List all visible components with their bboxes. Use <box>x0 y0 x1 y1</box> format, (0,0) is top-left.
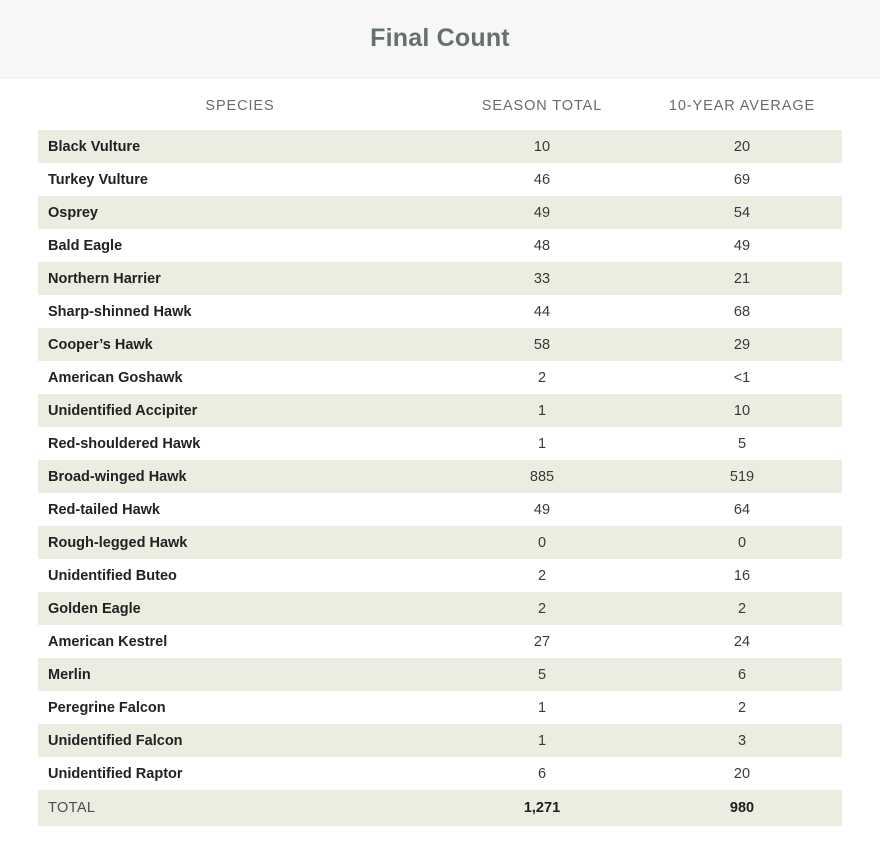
table-row <box>38 163 842 196</box>
cell-ten-year-average: 6 <box>642 658 842 691</box>
cell-season-total: 1 <box>442 724 642 757</box>
cell-season-total: 2 <box>442 559 642 592</box>
cell-ten-year-average: 10 <box>642 394 842 427</box>
final-count-table <box>38 78 842 826</box>
table-row <box>38 691 842 724</box>
cell-total-label: TOTAL <box>38 790 442 826</box>
cell-season-total: 0 <box>442 526 642 559</box>
cell-species: Sharp-shinned Hawk <box>38 295 442 328</box>
cell-ten-year-average: 519 <box>642 460 842 493</box>
table-row <box>38 658 842 691</box>
table-row <box>38 361 842 394</box>
cell-ten-year-average: <1 <box>642 361 842 394</box>
cell-ten-year-average: 24 <box>642 625 842 658</box>
cell-species: Unidentified Accipiter <box>38 394 442 427</box>
cell-species: Osprey <box>38 196 442 229</box>
table-header-row <box>38 78 842 130</box>
cell-season-total: 10 <box>442 130 642 163</box>
table-container <box>0 78 880 826</box>
page-header-band <box>0 0 880 78</box>
cell-ten-year-average: 69 <box>642 163 842 196</box>
cell-species: Broad-winged Hawk <box>38 460 442 493</box>
cell-ten-year-average: 2 <box>642 592 842 625</box>
table-row <box>38 724 842 757</box>
cell-season-total: 48 <box>442 229 642 262</box>
page-title: Final Count <box>370 24 510 52</box>
cell-season-total: 46 <box>442 163 642 196</box>
table-row <box>38 295 842 328</box>
cell-season-total: 6 <box>442 757 642 790</box>
table-body <box>38 130 842 826</box>
cell-ten-year-average: 54 <box>642 196 842 229</box>
table-row <box>38 460 842 493</box>
table-row <box>38 427 842 460</box>
cell-species: Red-shouldered Hawk <box>38 427 442 460</box>
table-total-row <box>38 790 842 826</box>
table-row <box>38 559 842 592</box>
cell-species: Unidentified Raptor <box>38 757 442 790</box>
cell-ten-year-average: 68 <box>642 295 842 328</box>
cell-species: Red-tailed Hawk <box>38 493 442 526</box>
cell-season-total: 885 <box>442 460 642 493</box>
cell-species: Cooper’s Hawk <box>38 328 442 361</box>
cell-season-total: 1 <box>442 691 642 724</box>
cell-species: Turkey Vulture <box>38 163 442 196</box>
cell-ten-year-average: 16 <box>642 559 842 592</box>
cell-species: Rough-legged Hawk <box>38 526 442 559</box>
cell-species: American Kestrel <box>38 625 442 658</box>
table-row <box>38 262 842 295</box>
table-row <box>38 625 842 658</box>
table-row <box>38 592 842 625</box>
cell-species: Peregrine Falcon <box>38 691 442 724</box>
cell-ten-year-average: 64 <box>642 493 842 526</box>
cell-species: Golden Eagle <box>38 592 442 625</box>
cell-species: Bald Eagle <box>38 229 442 262</box>
table-row <box>38 493 842 526</box>
table-row <box>38 394 842 427</box>
cell-season-total: 1 <box>442 394 642 427</box>
cell-season-total: 27 <box>442 625 642 658</box>
cell-ten-year-average: 5 <box>642 427 842 460</box>
cell-ten-year-average: 49 <box>642 229 842 262</box>
table-row <box>38 526 842 559</box>
cell-season-total: 2 <box>442 361 642 394</box>
cell-ten-year-average: 2 <box>642 691 842 724</box>
column-header-season-total: SEASON TOTAL <box>481 98 603 114</box>
cell-season-total: 1 <box>442 427 642 460</box>
table-header <box>38 78 842 130</box>
cell-species: American Goshawk <box>38 361 442 394</box>
cell-season-total: 44 <box>442 295 642 328</box>
cell-season-total: 49 <box>442 493 642 526</box>
cell-species: Unidentified Buteo <box>38 559 442 592</box>
cell-ten-year-average: 21 <box>642 262 842 295</box>
cell-ten-year-average: 0 <box>642 526 842 559</box>
cell-species: Northern Harrier <box>38 262 442 295</box>
table-row <box>38 130 842 163</box>
cell-season-total: 5 <box>442 658 642 691</box>
cell-total-average: 980 <box>642 790 842 826</box>
table-row <box>38 757 842 790</box>
cell-ten-year-average: 3 <box>642 724 842 757</box>
cell-ten-year-average: 29 <box>642 328 842 361</box>
cell-species: Unidentified Falcon <box>38 724 442 757</box>
cell-season-total: 2 <box>442 592 642 625</box>
cell-species: Merlin <box>38 658 442 691</box>
column-header-species: SPECIES <box>205 98 275 114</box>
table-row <box>38 229 842 262</box>
cell-season-total: 49 <box>442 196 642 229</box>
table-row <box>38 328 842 361</box>
cell-season-total: 33 <box>442 262 642 295</box>
cell-total-season: 1,271 <box>442 790 642 826</box>
column-header-ten-year-average: 10-YEAR AVERAGE <box>668 98 816 114</box>
cell-ten-year-average: 20 <box>642 130 842 163</box>
table-row <box>38 196 842 229</box>
cell-species: Black Vulture <box>38 130 442 163</box>
cell-ten-year-average: 20 <box>642 757 842 790</box>
cell-season-total: 58 <box>442 328 642 361</box>
